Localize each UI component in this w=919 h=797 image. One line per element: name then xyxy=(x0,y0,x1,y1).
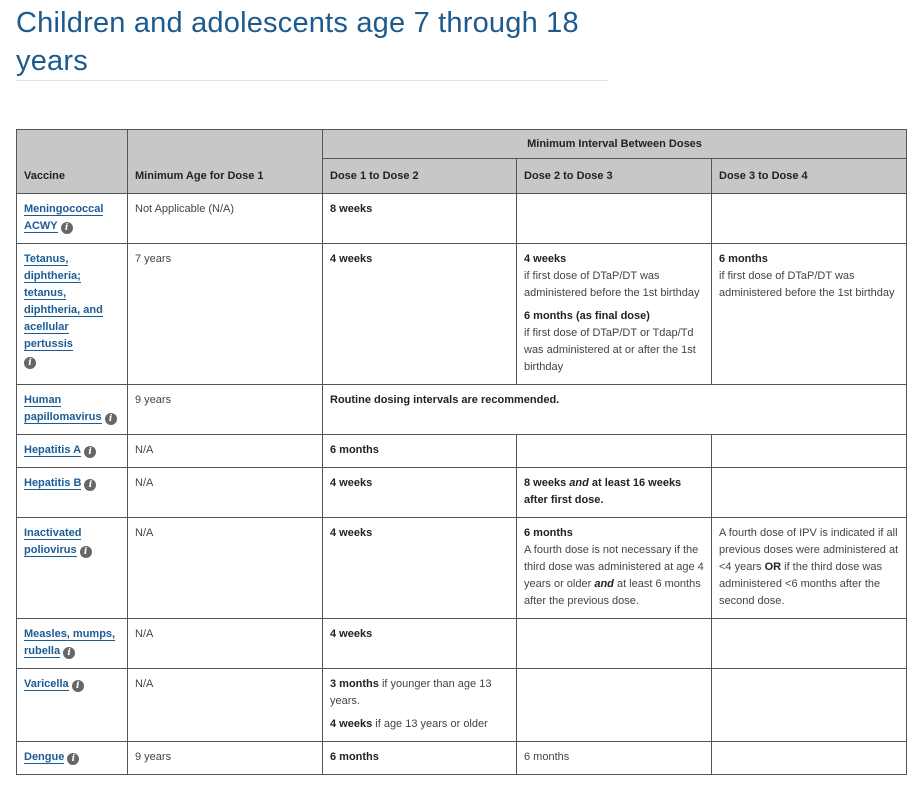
interval-note: if first dose of DTaP/DT was administered before the 1st birthday xyxy=(719,270,895,299)
min-age-cell: N/A xyxy=(128,619,323,669)
info-icon[interactable]: i xyxy=(63,647,75,659)
info-icon[interactable]: i xyxy=(24,357,36,369)
vaccine-link-poliovirus[interactable]: Inactivated poliovirus xyxy=(24,527,82,556)
table-row xyxy=(17,244,907,385)
interval-note: at least 6 months after the previous dose. xyxy=(524,578,701,607)
vaccine-cell xyxy=(17,742,128,775)
interval-cell xyxy=(712,742,907,775)
min-age-cell: Not Applicable (N/A) xyxy=(128,194,323,244)
vaccine-cell xyxy=(17,669,128,742)
interval-value: 6 months xyxy=(524,527,573,539)
interval-cell xyxy=(323,435,517,468)
header-dose2-to-dose3: Dose 2 to Dose 3 xyxy=(517,159,712,194)
info-icon[interactable]: i xyxy=(80,546,92,558)
interval-cell xyxy=(323,244,517,385)
interval-conjunction: OR xyxy=(764,561,782,573)
header-min-age: Minimum Age for Dose 1 xyxy=(128,130,323,194)
interval-cell xyxy=(517,619,712,669)
interval-note: if younger than age 13 years. xyxy=(330,678,492,707)
min-age-cell: 7 years xyxy=(128,244,323,385)
interval-cell xyxy=(712,619,907,669)
interval-note: A fourth dose is not necessary if the third dose was administered at age 4 years or older xyxy=(524,544,704,590)
vaccine-link-varicella[interactable]: Varicella xyxy=(24,678,69,690)
vaccine-cell xyxy=(17,385,128,435)
interval-value: 8 weeks xyxy=(524,477,567,489)
interval-cell: 6 months xyxy=(517,742,712,775)
interval-cell xyxy=(323,468,517,518)
min-age-cell: N/A xyxy=(128,669,323,742)
table-row xyxy=(17,619,907,669)
interval-note: if age 13 years or older xyxy=(375,718,488,730)
info-icon[interactable]: i xyxy=(105,413,117,425)
min-age-cell: 9 years xyxy=(128,385,323,435)
header-dose1-to-dose2: Dose 1 to Dose 2 xyxy=(323,159,517,194)
vaccine-link-hepatitis-b[interactable]: Hepatitis B xyxy=(24,477,82,489)
interval-cell xyxy=(323,194,517,244)
info-icon[interactable]: i xyxy=(84,479,96,491)
interval-cell xyxy=(323,742,517,775)
interval-value: 4 weeks xyxy=(330,253,373,265)
interval-note: A fourth dose of IPV is indicated if all previous doses were administered at <4 years xyxy=(719,527,899,573)
interval-cell xyxy=(517,518,712,619)
interval-value: 4 weeks xyxy=(330,527,373,539)
info-icon[interactable]: i xyxy=(84,446,96,458)
interval-value: 3 months xyxy=(330,678,379,690)
interval-cell xyxy=(323,518,517,619)
interval-cell xyxy=(323,385,907,435)
interval-cell xyxy=(517,468,712,518)
interval-cell xyxy=(517,194,712,244)
interval-value: 4 weeks xyxy=(330,477,373,489)
vaccine-link-hepatitis-a[interactable]: Hepatitis A xyxy=(24,444,82,456)
vaccine-link-meningococcal[interactable]: Meningococcal ACWY xyxy=(24,203,104,232)
vaccine-cell xyxy=(17,518,128,619)
interval-cell xyxy=(323,669,517,742)
interval-conjunction: and xyxy=(594,578,614,590)
vaccine-cell xyxy=(17,619,128,669)
vaccine-cell xyxy=(17,468,128,518)
vaccine-link-dengue[interactable]: Dengue xyxy=(24,751,65,763)
interval-cell xyxy=(712,194,907,244)
interval-value: Routine dosing intervals are recommended. xyxy=(330,394,560,406)
interval-value: 4 weeks xyxy=(330,718,373,730)
interval-note: if the third dose was administered <6 months after the second dose. xyxy=(719,561,882,607)
interval-cell xyxy=(712,244,907,385)
title-divider xyxy=(16,80,608,81)
interval-cell xyxy=(517,244,712,385)
header-vaccine: Vaccine xyxy=(17,130,128,194)
info-icon[interactable]: i xyxy=(72,680,84,692)
interval-cell xyxy=(712,518,907,619)
interval-value: 4 weeks xyxy=(330,628,373,640)
vaccine-link-tetanus[interactable]: Tetanus, diphtheria; tetanus, diphtheria, and acellular pertussis xyxy=(24,253,103,350)
interval-cell xyxy=(712,435,907,468)
table-row xyxy=(17,669,907,742)
min-age-cell: 9 years xyxy=(128,742,323,775)
header-dose3-to-dose4: Dose 3 to Dose 4 xyxy=(712,159,907,194)
info-icon[interactable]: i xyxy=(67,753,79,765)
interval-note: if first dose of DTaP/DT was administered before the 1st birthday xyxy=(524,270,700,299)
table-row xyxy=(17,518,907,619)
info-icon[interactable]: i xyxy=(61,222,73,234)
interval-cell xyxy=(712,468,907,518)
interval-cell xyxy=(517,435,712,468)
vaccine-cell xyxy=(17,435,128,468)
interval-value: 6 months xyxy=(330,751,379,763)
page-title: Children and adolescents age 7 through 18 years xyxy=(16,7,579,77)
interval-conjunction: and xyxy=(569,477,589,489)
table-row xyxy=(17,194,907,244)
interval-cell xyxy=(712,669,907,742)
vaccine-cell xyxy=(17,194,128,244)
interval-value: 6 months xyxy=(719,253,768,265)
interval-cell xyxy=(517,669,712,742)
interval-value: 4 weeks xyxy=(524,253,567,265)
vaccine-cell xyxy=(17,244,128,385)
table-row xyxy=(17,385,907,435)
schedule-table xyxy=(16,129,907,775)
table-row xyxy=(17,468,907,518)
interval-value: 8 weeks xyxy=(330,203,373,215)
interval-value: 6 months xyxy=(330,444,379,456)
min-age-cell: N/A xyxy=(128,518,323,619)
min-age-cell: N/A xyxy=(128,435,323,468)
interval-value: at least 16 weeks after first dose. xyxy=(524,477,682,506)
vaccine-link-mmr[interactable]: Measles, mumps, rubella xyxy=(24,628,116,657)
header-min-interval: Minimum Interval Between Doses xyxy=(323,130,907,159)
table-row xyxy=(17,435,907,468)
interval-cell xyxy=(323,619,517,669)
vaccine-link-hpv[interactable]: Human papillomavirus xyxy=(24,394,102,423)
table-row xyxy=(17,742,907,775)
interval-value: 6 months (as final dose) xyxy=(524,310,650,322)
interval-note: if first dose of DTaP/DT or Tdap/Td was administered at or after the 1st birthday xyxy=(524,327,696,373)
min-age-cell: N/A xyxy=(128,468,323,518)
